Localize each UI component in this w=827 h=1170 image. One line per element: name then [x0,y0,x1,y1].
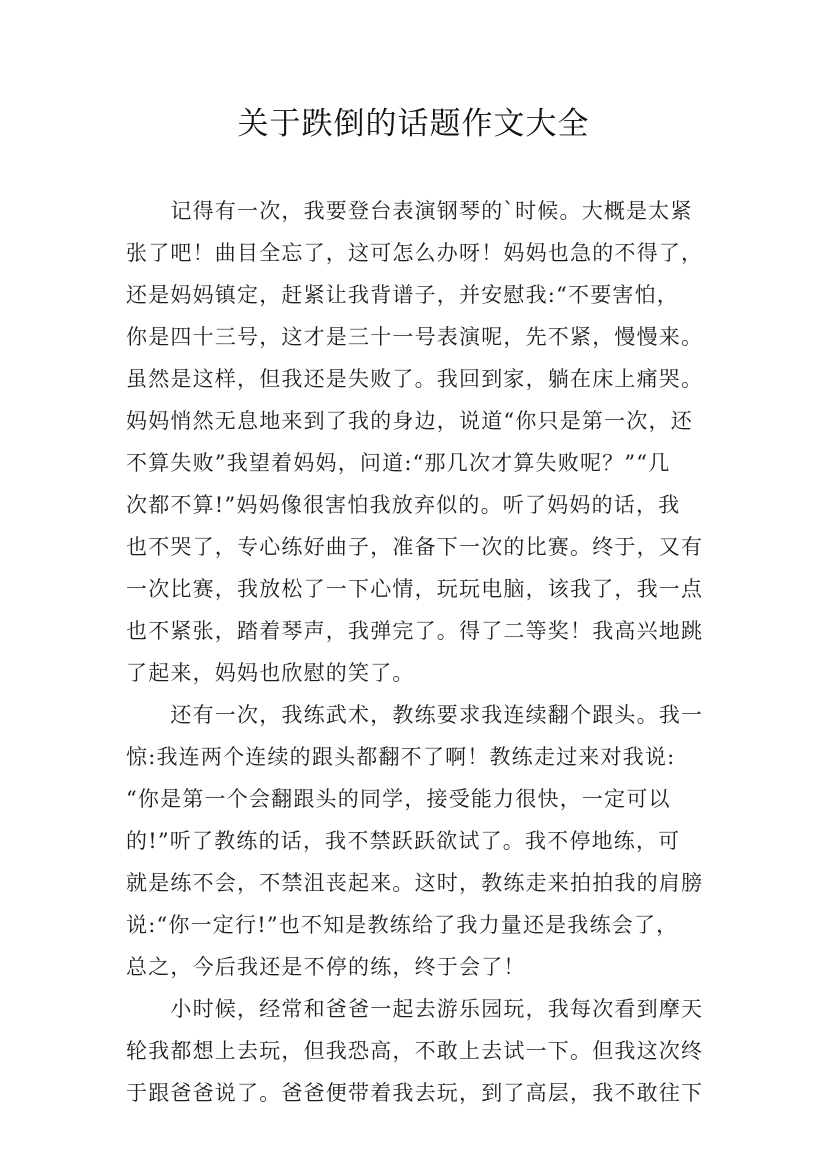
text-line: 也不紧张，踏着琴声，我弹完了。得了二等奖！我高兴地跳 [126,619,704,643]
text-line: 还是妈妈镇定，赶紧让我背谱子，并安慰我:“不要害怕， [126,283,680,307]
text-line: 说:“你一定行!”也不知是教练给了我力量还是我练会了， [126,913,679,937]
text-line: 的!”听了教练的话，我不禁跃跃欲试了。我不停地练，可 [126,829,681,853]
text-line: 惊:我连两个连续的跟头都翻不了啊！教练走过来对我说: [126,745,676,769]
text-line: 记得有一次，我要登台表演钢琴的`时候。大概是太紧 [126,199,693,223]
text-line: 一次比赛，我放松了一下心情，玩玩电脑，该我了，我一点 [126,577,704,601]
text-line: 小时候，经常和爸爸一起去游乐园玩，我每次看到摩天 [126,997,704,1021]
text-line: 虽然是这样，但我还是失败了。我回到家，躺在床上痛哭。 [126,367,704,391]
text-line: 轮我都想上去玩，但我恐高，不敢上去试一下。但我这次终 [126,1039,704,1063]
text-line: 妈妈悄然无息地来到了我的身边，说道“你只是第一次，还 [126,409,693,433]
text-line: 你是四十三号，这才是三十一号表演呢，先不紧，慢慢来。 [126,325,704,349]
text-line: 于跟爸爸说了。爸爸便带着我去玩，到了高层，我不敢往下 [126,1081,704,1105]
text-line: 不算失败”我望着妈妈，问道:“那几次才算失败呢？”“几 [126,451,671,475]
text-line: 了起来，妈妈也欣慰的笑了。 [126,661,415,685]
text-line: “你是第一个会翻跟头的同学，接受能力很快，一定可以 [126,787,671,811]
text-line: 张了吧！曲目全忘了，这可怎么办呀！妈妈也急的不得了， [126,241,704,265]
text-line: 次都不算!”妈妈像很害怕我放弃似的。听了妈妈的话，我 [126,493,681,517]
text-line: 还有一次，我练武术，教练要求我连续翻个跟头。我一 [126,703,704,727]
document-body [126,190,716,1114]
text-line: 总之，今后我还是不停的练，终于会了！ [126,955,526,979]
document-title: 关于跌倒的话题作文大全 [237,106,590,142]
text-line: 也不哭了，专心练好曲子，准备下一次的比赛。终于，又有 [126,535,704,559]
text-line: 就是练不会，不禁沮丧起来。这时，教练走来拍拍我的肩膀 [126,871,704,895]
